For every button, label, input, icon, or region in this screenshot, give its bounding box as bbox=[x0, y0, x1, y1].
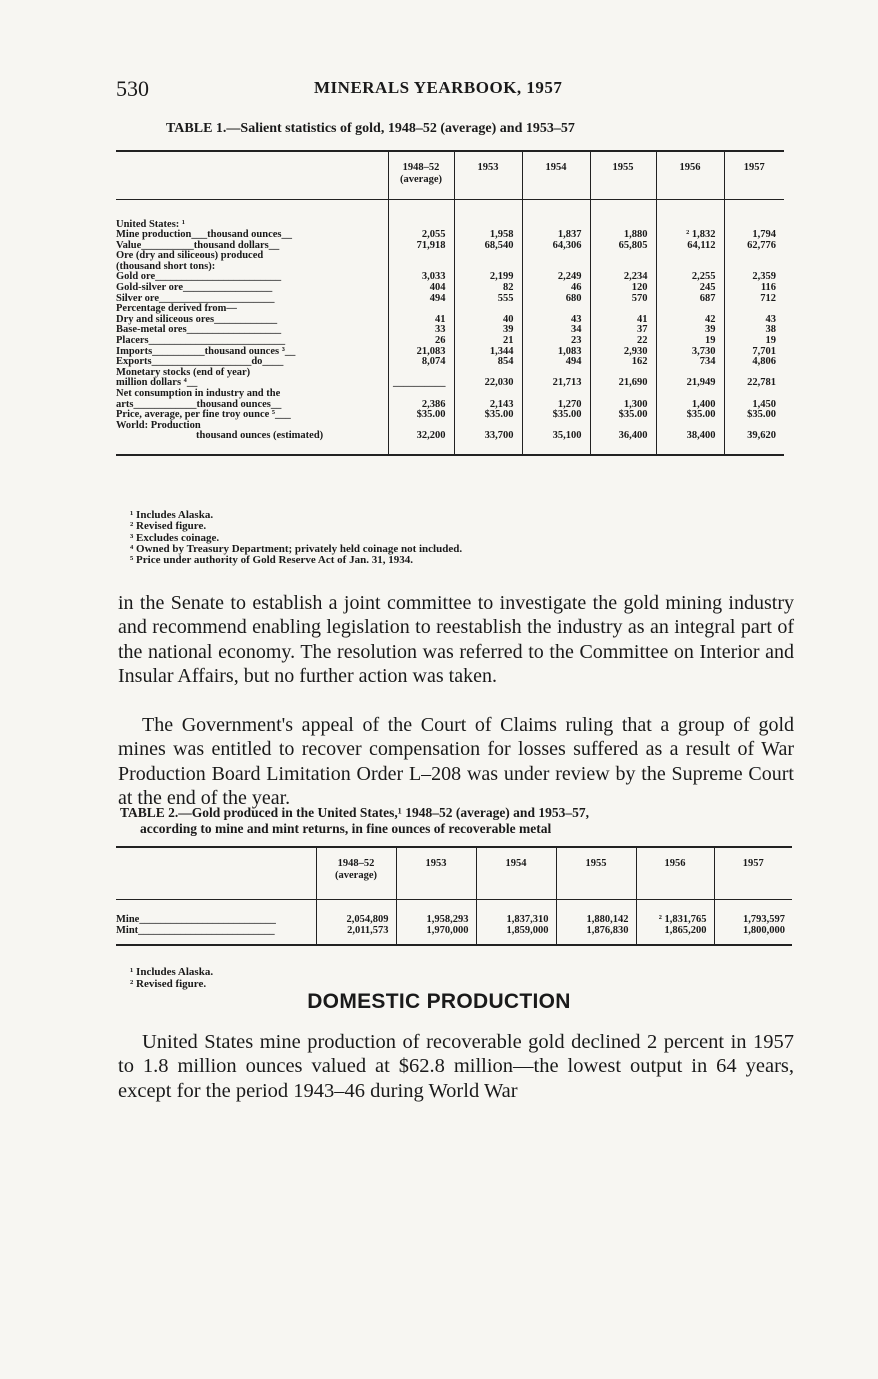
table1-cell: 71,918 bbox=[388, 241, 454, 252]
table1-cell: 65,805 bbox=[590, 241, 656, 252]
table2-cell: 2,011,573 bbox=[316, 925, 396, 936]
table1-cell: 42 bbox=[656, 315, 724, 326]
table1-cell: $35.00 bbox=[724, 410, 784, 421]
table1-cell: 37 bbox=[590, 325, 656, 336]
table1-cell: 687 bbox=[656, 294, 724, 305]
table1-cell: 46 bbox=[522, 283, 590, 294]
table2-cell: 1,800,000 bbox=[714, 925, 792, 936]
table1-cell bbox=[522, 389, 590, 400]
table2-cell: 1,859,000 bbox=[476, 925, 556, 936]
table1-row-label: World: Production bbox=[116, 419, 201, 431]
table1-cell: 680 bbox=[522, 294, 590, 305]
table1-row-label: Dry and siliceous ores____________ bbox=[116, 313, 278, 325]
table1-cell: 2,249 bbox=[522, 272, 590, 283]
table1-cell: 2,143 bbox=[454, 400, 522, 411]
table1-cell: 712 bbox=[724, 294, 784, 305]
table2-header-row bbox=[116, 847, 792, 899]
table2-col-header: 1957 bbox=[714, 847, 792, 899]
table1-cell: 22,781 bbox=[724, 378, 784, 389]
table1-cell: 39 bbox=[454, 325, 522, 336]
table1-cell: 1,958 bbox=[454, 230, 522, 241]
table1-cell: 23 bbox=[522, 336, 590, 347]
table2-row bbox=[116, 925, 792, 936]
table1-cell: 1,794 bbox=[724, 230, 784, 241]
table1-row bbox=[116, 431, 784, 442]
table1-row bbox=[116, 389, 784, 400]
table1-cell: 40 bbox=[454, 315, 522, 326]
table2-col-header: 1954 bbox=[476, 847, 556, 899]
table1-cell bbox=[454, 389, 522, 400]
table1-cell bbox=[724, 389, 784, 400]
table1-cell: $35.00 bbox=[388, 410, 454, 421]
table1-row-label: Value__________thousand dollars__ bbox=[116, 239, 280, 251]
table1-cell: 22,030 bbox=[454, 378, 522, 389]
table1-row-label: Price, average, per fine troy ounce ⁵___ bbox=[116, 409, 291, 421]
table1 bbox=[116, 150, 784, 456]
table1-row-label: Percentage derived from— bbox=[116, 303, 237, 315]
table1-cell bbox=[590, 389, 656, 400]
table1-cell: 2,055 bbox=[388, 230, 454, 241]
table1-cell: 64,112 bbox=[656, 241, 724, 252]
table2-col-header: 1955 bbox=[556, 847, 636, 899]
table1-cell: 43 bbox=[724, 315, 784, 326]
table1-row bbox=[116, 251, 784, 262]
table1-cell bbox=[656, 251, 724, 262]
table1-cell: 1,450 bbox=[724, 400, 784, 411]
table2-row-label: Mint__________________________ bbox=[116, 924, 275, 936]
table1-cell: 21,690 bbox=[590, 378, 656, 389]
table1-header-row bbox=[116, 151, 784, 199]
table1-row-label: Net consumption in industry and the bbox=[116, 388, 281, 399]
table1-cell: 62,776 bbox=[724, 241, 784, 252]
table1-row-label: Monetary stocks (end of year) bbox=[116, 366, 251, 378]
table2-cell: 2,054,809 bbox=[316, 914, 396, 925]
table1-cell: __________ bbox=[388, 378, 454, 389]
table2-col-header: 1953 bbox=[396, 847, 476, 899]
table1-cell: 116 bbox=[724, 283, 784, 294]
table2-col-header: 1948–52 (average) bbox=[316, 847, 396, 899]
table1-row-label: arts____________thousand ounces__ bbox=[116, 398, 282, 410]
table1-cell: 4,806 bbox=[724, 357, 784, 368]
table1-cell: 21,083 bbox=[388, 347, 454, 358]
footnote: ⁵ Price under authority of Gold Reserve Act of Jan. 31, 1934. bbox=[130, 554, 413, 567]
table1-cell: 32,200 bbox=[388, 431, 454, 442]
table1-cell: 2,199 bbox=[454, 272, 522, 283]
table1-cell: 82 bbox=[454, 283, 522, 294]
table1-cell: 34 bbox=[522, 325, 590, 336]
table1-row-label: Imports__________thousand ounces ³__ bbox=[116, 345, 296, 357]
table1-cell: 26 bbox=[388, 336, 454, 347]
table1-cell: 68,540 bbox=[454, 241, 522, 252]
table1-row-label: Mine production___thousand ounces__ bbox=[116, 229, 293, 241]
table1-cell: 404 bbox=[388, 283, 454, 294]
table1-cell: 43 bbox=[522, 315, 590, 326]
footnote: ² Revised figure. bbox=[130, 978, 207, 990]
table1-cell bbox=[522, 251, 590, 262]
table1-row-label: Ore (dry and siliceous) produced bbox=[116, 250, 264, 262]
page-number: 530 bbox=[116, 76, 149, 101]
table1-row-label: Gold ore________________________ bbox=[116, 271, 282, 283]
table1-cell: 36,400 bbox=[590, 431, 656, 442]
footnote: ² Revised figure. bbox=[130, 520, 207, 533]
table1-cell bbox=[656, 389, 724, 400]
table1-cell: 41 bbox=[590, 315, 656, 326]
footnote: ¹ Includes Alaska. bbox=[130, 966, 214, 978]
table1-col-header: 1954 bbox=[522, 151, 590, 199]
table1-cell: 21 bbox=[454, 336, 522, 347]
table1-cell: 19 bbox=[656, 336, 724, 347]
table1-cell bbox=[388, 251, 454, 262]
table2-cell: 1,970,000 bbox=[396, 925, 476, 936]
table1-cell: 38 bbox=[724, 325, 784, 336]
table2 bbox=[116, 846, 792, 946]
table1-cell: 8,074 bbox=[388, 357, 454, 368]
table1-cell: 33,700 bbox=[454, 431, 522, 442]
body-paragraph: The Government's appeal of the Court of Claims ruling that a group of gold mines was entitled to recover compensation for losses suffered as a result of War Production Board Limitation Order L–208 was under review by the Supreme Court at the end of the year. bbox=[118, 714, 794, 809]
table1-cell bbox=[724, 251, 784, 262]
table2-row-label: Mine__________________________ bbox=[116, 913, 276, 925]
table1-cell: 734 bbox=[656, 357, 724, 368]
table1-col-header: 1955 bbox=[590, 151, 656, 199]
table1-cell: 555 bbox=[454, 294, 522, 305]
table1-cell: 1,344 bbox=[454, 347, 522, 358]
table1-cell: 1,083 bbox=[522, 347, 590, 358]
table1-row bbox=[116, 368, 784, 379]
table1-cell: 120 bbox=[590, 283, 656, 294]
table1-cell: 2,386 bbox=[388, 400, 454, 411]
table2-cell: 1,876,830 bbox=[556, 925, 636, 936]
table1-cell: 21,949 bbox=[656, 378, 724, 389]
table1-row-label: million dollars ⁴__ bbox=[116, 377, 198, 389]
table1-row-label: Silver ore______________________ bbox=[116, 292, 275, 304]
table1-cell: 39,620 bbox=[724, 431, 784, 442]
table1-cell: 1,837 bbox=[522, 230, 590, 241]
table2-cell: 1,865,200 bbox=[636, 925, 714, 936]
table1-cell: 33 bbox=[388, 325, 454, 336]
table1-cell: 1,270 bbox=[522, 400, 590, 411]
table1-cell: 19 bbox=[724, 336, 784, 347]
table1-cell: 245 bbox=[656, 283, 724, 294]
table1-row-label: (thousand short tons): bbox=[116, 260, 216, 272]
table2-stub-header bbox=[116, 847, 316, 899]
table1-cell: 64,306 bbox=[522, 241, 590, 252]
table1-title: TABLE 1.—Salient statistics of gold, 1948–52 (average) and 1953–57 bbox=[166, 121, 575, 136]
page-header bbox=[116, 76, 796, 104]
table1-cell: 35,100 bbox=[522, 431, 590, 442]
table1-cell: 494 bbox=[388, 294, 454, 305]
table2-footnotes bbox=[130, 966, 213, 990]
table1-cell: 2,930 bbox=[590, 347, 656, 358]
table2-row bbox=[116, 914, 792, 925]
table1-cell bbox=[454, 251, 522, 262]
table1-row-label: Exports___________________do____ bbox=[116, 356, 284, 368]
table1-cell: 2,255 bbox=[656, 272, 724, 283]
table1-cell: 162 bbox=[590, 357, 656, 368]
table1-row bbox=[116, 410, 784, 421]
table1-cell: 854 bbox=[454, 357, 522, 368]
table1-row-label: Base-metal ores__________________ bbox=[116, 324, 282, 336]
table2-title-line1: TABLE 2.—Gold produced in the United States,¹ 1948–52 (average) and 1953–57, bbox=[120, 805, 589, 820]
table1-cell: ² 1,832 bbox=[656, 230, 724, 241]
table1-footnotes bbox=[130, 510, 462, 566]
table1-col-header: 1956 bbox=[656, 151, 724, 199]
table1-stub-header bbox=[116, 151, 388, 199]
table1-cell: 21,713 bbox=[522, 378, 590, 389]
table1-row-label: thousand ounces (estimated) bbox=[196, 430, 324, 442]
table1-cell: $35.00 bbox=[656, 410, 724, 421]
table1-row-label: United States: ¹ bbox=[116, 218, 186, 230]
table1-col-header: 1953 bbox=[454, 151, 522, 199]
table1-cell: $35.00 bbox=[454, 410, 522, 421]
body-paragraph: United States mine production of recoverable gold declined 2 percent in 1957 to 1.8 million ounces valued at $62.8 million—the lowest output in 64 years, except for the period 1943–46 during World War bbox=[118, 1031, 794, 1102]
table1-cell: 1,300 bbox=[590, 400, 656, 411]
footnote: ⁴ Owned by Treasury Department; privately held coinage not included. bbox=[130, 542, 463, 555]
table1-col-header: 1948–52 (average) bbox=[388, 151, 454, 199]
table1-cell: 22 bbox=[590, 336, 656, 347]
table1-cell: 1,880 bbox=[590, 230, 656, 241]
table2-cell: 1,958,293 bbox=[396, 914, 476, 925]
table1-cell: $35.00 bbox=[522, 410, 590, 421]
footnote: ³ Excludes coinage. bbox=[130, 531, 220, 544]
table1-cell: $35.00 bbox=[590, 410, 656, 421]
table1-cell: 570 bbox=[590, 294, 656, 305]
table2-cell: 1,837,310 bbox=[476, 914, 556, 925]
table1-cell: 38,400 bbox=[656, 431, 724, 442]
table2-cell: 1,793,597 bbox=[714, 914, 792, 925]
table1-cell: 3,033 bbox=[388, 272, 454, 283]
table1-col-header: 1957 bbox=[724, 151, 784, 199]
table1-cell: 1,400 bbox=[656, 400, 724, 411]
table1-cell: 2,359 bbox=[724, 272, 784, 283]
table1-cell: 39 bbox=[656, 325, 724, 336]
table1-cell bbox=[590, 251, 656, 262]
table1-cell: 2,234 bbox=[590, 272, 656, 283]
table1-cell: 3,730 bbox=[656, 347, 724, 358]
table1-row-label: Placers__________________________ bbox=[116, 335, 286, 347]
table2-col-header: 1956 bbox=[636, 847, 714, 899]
table1-cell: 7,701 bbox=[724, 347, 784, 358]
table1-cell bbox=[388, 389, 454, 400]
table1-row-label: Gold-silver ore_________________ bbox=[116, 282, 273, 294]
footnote: ¹ Includes Alaska. bbox=[130, 509, 214, 521]
table1-cell: 494 bbox=[522, 357, 590, 368]
table2-cell: 1,880,142 bbox=[556, 914, 636, 925]
table2-cell: ² 1,831,765 bbox=[636, 914, 714, 925]
table2-title-line2: according to mine and mint returns, in fine ounces of recoverable metal bbox=[140, 821, 552, 836]
body-paragraph: in the Senate to establish a joint committee to investigate the gold mining industry and recommend enabling legislation to reestablish the industry as an integral part of the national economy. The resolution was referred to the Committee on Interior and Insular Affairs, but no further action was taken. bbox=[118, 592, 794, 687]
section-heading: DOMESTIC PRODUCTION bbox=[307, 990, 571, 1013]
running-title: MINERALS YEARBOOK, 1957 bbox=[314, 78, 563, 97]
table1-cell: 41 bbox=[388, 315, 454, 326]
